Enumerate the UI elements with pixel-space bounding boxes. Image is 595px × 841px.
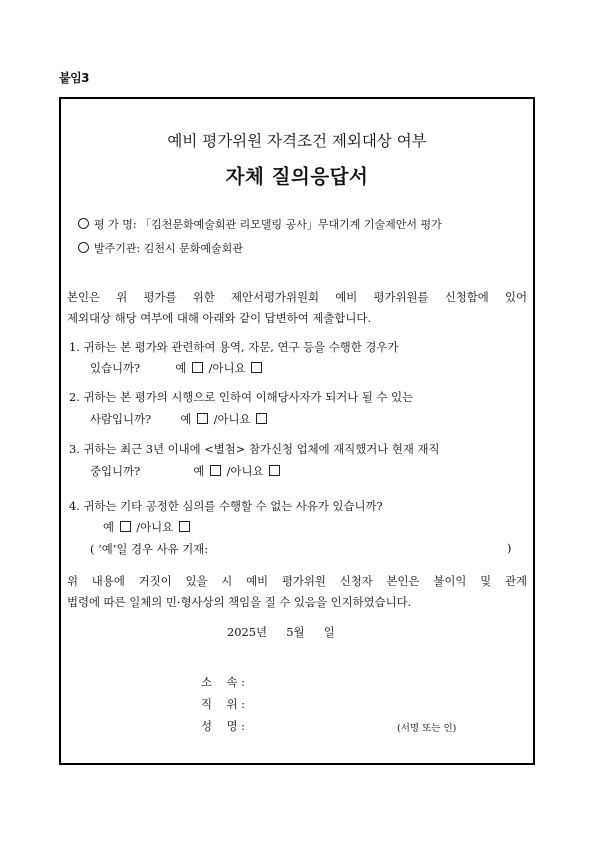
name-field[interactable]: 성 명 : [201,719,245,733]
date-year: 2025년 [227,625,267,639]
evaluation-name: 평 가 명: 「김천문화예술회관 리모델링 공사」무대기계 기술제안서 평가 [94,218,442,231]
form-title: 예비 평가위원 자격조건 제외대상 여부 [167,132,427,150]
circle-bullet-icon [78,242,89,253]
attachment-label: 붙임3 [59,71,90,85]
no-checkbox[interactable] [179,521,190,532]
form-frame [59,97,535,765]
yes-checkbox[interactable] [210,465,221,476]
circle-bullet-icon [78,218,89,229]
question-4-answer: 예 /아니요 [103,519,192,535]
date-line [227,624,335,640]
reason-close: ) [507,541,512,555]
question-2-answer: 사람입니까? 예 /아니요 [90,411,269,427]
date-month: 5월 [286,625,305,639]
ordering-agency-line [78,240,243,256]
question-3-answer: 중입니까? 예 /아니요 [90,463,282,479]
question-3: 3. 귀하는 최근 3년 이내에 <별첨> 참가신청 업체에 재직했거나 현재 재직 [69,442,440,456]
reason-line: ( ‘예’일 경우 사유 기재: [90,542,209,556]
position-field[interactable]: 직 위 : [201,697,245,711]
question-4: 4. 귀하는 기타 공정한 심의를 수행할 수 없는 사유가 있습니까? [69,499,383,513]
no-checkbox[interactable] [269,465,280,476]
evaluation-name-line [78,216,442,232]
signature-seal-note: (서명 또는 인) [397,723,457,734]
closing-line-2: 법령에 따른 일체의 민·형사상의 책임을 질 수 있음을 인지하였습니다. [67,595,412,609]
yes-checkbox[interactable] [192,362,203,373]
intro-line-1: 본인은 위 평가를 위한 제안서평가위원회 예비 평가위원를 신청함에 있어 [67,290,527,304]
question-1: 1. 귀하는 본 평가와 관련하여 용역, 자문, 연구 등을 수행한 경우가 [69,340,399,354]
intro-line-2: 제외대상 해당 여부에 대해 아래와 같이 답변하여 제출합니다. [67,311,372,325]
no-checkbox[interactable] [251,362,262,373]
reason-label: ‘예’일 경우 사유 기재: [98,542,209,556]
date-day: 일 [323,625,335,639]
ordering-agency: 발주기관: 김천시 문화예술회관 [94,242,243,255]
yes-checkbox[interactable] [197,413,208,424]
yes-checkbox[interactable] [120,521,131,532]
closing-line-1: 위 내용에 거짓이 있을 시 예비 평가위원 신청자 본인은 불이익 및 관계 [67,574,527,588]
question-2: 2. 귀하는 본 평가의 시행으로 인하여 이해당사자가 되거나 될 수 있는 [69,390,414,404]
affiliation-field[interactable]: 소 속 : [201,675,245,689]
question-1-answer: 있습니까? 예 /아니요 [90,360,264,376]
no-checkbox[interactable] [256,413,267,424]
form-heading: 자체 질의응답서 [225,165,369,188]
